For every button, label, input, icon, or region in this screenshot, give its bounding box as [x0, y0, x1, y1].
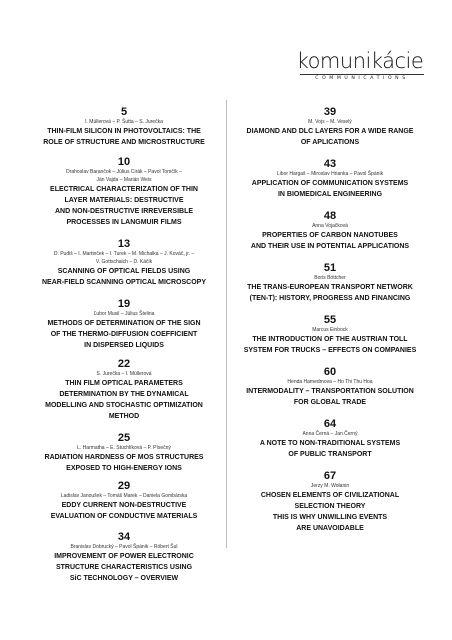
- article-title: EXPOSED TO HIGH-ENERGY IONS: [66, 465, 182, 472]
- toc-entry[interactable]: [24, 156, 224, 228]
- page-number: 19: [117, 298, 131, 310]
- journal-logo: [290, 50, 430, 81]
- authors: Libor Hargaš – Miroslav Hrianka – Pavol Špánik: [276, 171, 384, 177]
- article-title: DETERMINATION BY THE DYNAMICAL: [59, 391, 189, 398]
- page-number: 22: [117, 358, 131, 370]
- toc-entry[interactable]: [230, 210, 430, 252]
- journal-logo-word: komunikácie: [296, 49, 424, 73]
- article-title: RADIATION HARDNESS OF MOS STRUCTURES: [44, 454, 204, 461]
- page-number: 34: [117, 531, 131, 543]
- article-title: DIAMOND AND DLC LAYERS FOR A WIDE RANGE: [246, 128, 414, 135]
- page-number: 55: [323, 314, 337, 326]
- article-title: THIN-FILM SILICON IN PHOTOVOLTAICS: THE: [47, 128, 201, 135]
- toc-entry[interactable]: [24, 298, 224, 351]
- toc-entry[interactable]: [24, 480, 224, 522]
- article-title: ARE UNAVOIDABLE: [296, 525, 364, 532]
- article-title: CHOSEN ELEMENTS OF CIVILIZATIONAL: [260, 492, 400, 499]
- article-title: NEAR-FIELD SCANNING OPTICAL MICROSCOPY: [42, 279, 206, 286]
- authors: Anna Vojačková: [312, 223, 348, 229]
- article-title: ROLE OF STRUCTURE AND MICROSTRUCTURE: [43, 139, 205, 146]
- article-title: LAYER MATERIALS: DESTRUCTIVE: [64, 197, 184, 204]
- article-title: PROCESSES IN LANGMUIR FILMS: [66, 219, 182, 226]
- toc-entry[interactable]: [230, 470, 430, 534]
- column-divider: [226, 100, 227, 548]
- article-title: IN BIOMEDICAL ENGINEERING: [277, 191, 383, 198]
- toc-entry[interactable]: [230, 158, 430, 200]
- page-number: 48: [323, 210, 337, 222]
- toc-entry[interactable]: [230, 418, 430, 460]
- authors: I. Müllerová – P. Šutta – S. Jurečka: [85, 119, 163, 125]
- authors: Ján Vajda – Marián Weis: [96, 177, 152, 183]
- article-title: AND NON-DESTRUCTIVE IRREVERSIBLE: [54, 208, 194, 215]
- article-title: SELECTION THEORY: [294, 503, 366, 510]
- article-title: SCANNING OF OPTICAL FIELDS USING: [57, 268, 191, 275]
- toc-entry[interactable]: [230, 106, 430, 148]
- authors: Ľubor Musil – Július Štelina: [93, 311, 155, 317]
- toc-entry[interactable]: [24, 531, 224, 584]
- article-title: ELECTRICAL CHARACTERIZATION OF THIN: [50, 186, 198, 193]
- article-title: SiC TECHNOLOGY – OVERVIEW: [69, 575, 179, 582]
- authors: D. Pudiš – I. Martinček – I. Turek – M. Michalka – J. Kováč, jr. –: [53, 251, 195, 257]
- article-title: THE TRANS-EUROPEAN TRANSPORT NETWORK: [247, 284, 413, 291]
- toc-entry[interactable]: [230, 262, 430, 304]
- authors: Marcus Einbock: [312, 327, 348, 333]
- article-title: APPLICATION OF COMMUNICATION SYSTEMS: [251, 180, 409, 187]
- authors: L. Harmatha – E. Stuchlíková – P. Písečný: [77, 445, 171, 451]
- authors: V. Gottschalch – D. Káčik: [95, 259, 153, 265]
- article-title: AND THEIR USE IN POTENTIAL APPLICATIONS: [250, 243, 410, 250]
- article-title: MODELLING AND STOCHASTIC OPTIMIZATION: [45, 402, 203, 409]
- article-title: FOR GLOBAL TRADE: [293, 399, 367, 406]
- journal-logo-subtitle: COMMUNICATIONS: [300, 74, 424, 81]
- page-number: 29: [117, 480, 131, 492]
- article-title: OF THE THERMO-DIFFUSION COEFFICIENT: [50, 331, 198, 338]
- page-number: 5: [120, 106, 128, 118]
- article-title: PROPERTIES OF CARBON NANOTUBES: [262, 232, 398, 239]
- article-title: (TEN-T): HISTORY, PROGRESS AND FINANCING: [249, 295, 411, 302]
- toc-entry[interactable]: [24, 432, 224, 474]
- toc-entry[interactable]: [24, 358, 224, 422]
- page-number: 25: [117, 432, 131, 444]
- authors: S. Jurečka – I. Müllerová: [96, 371, 152, 377]
- page-number: 39: [323, 106, 337, 118]
- article-title: A NOTE TO NON-TRADITIONAL SYSTEMS: [259, 440, 401, 447]
- authors: Jerzy M. Wołanin: [310, 483, 350, 489]
- page-number: 51: [323, 262, 337, 274]
- toc-entry[interactable]: [24, 238, 224, 288]
- article-title: EDDY CURRENT NON-DESTRUCTIVE: [61, 502, 187, 509]
- article-title: THIN FILM OPTICAL PARAMETERS: [65, 380, 183, 387]
- authors: Anna Černá – Jan Černý: [302, 431, 358, 437]
- article-title: IMPROVEMENT OF POWER ELECTRONIC: [54, 553, 194, 560]
- page-number: 10: [117, 156, 131, 168]
- page-number: 13: [117, 238, 131, 250]
- page-number: 67: [323, 470, 337, 482]
- authors: Ladislav Janoušek – Tomáš Marek – Daniela Gombárska: [60, 493, 188, 499]
- authors: Boris Böttcher: [314, 275, 346, 281]
- article-title: EVALUATION OF CONDUCTIVE MATERIALS: [50, 513, 198, 520]
- article-title: THIS IS WHY UNWILLING EVENTS: [272, 514, 388, 521]
- article-title: INTERMODALITY – TRANSPORTATION SOLUTION: [246, 388, 414, 395]
- article-title: THE INTRODUCTION OF THE AUSTRIAN TOLL: [252, 336, 408, 343]
- page-number: 60: [323, 366, 337, 378]
- toc-entry[interactable]: [24, 106, 224, 148]
- authors: Drahoslav Barančok – Július Cirák – Pavol Tomčík –: [66, 169, 182, 175]
- page-number: 64: [323, 418, 337, 430]
- page-number: 43: [323, 158, 337, 170]
- article-title: STRUCTURE CHARACTERISTICS USING: [55, 564, 193, 571]
- authors: Branislav Dobrucký – Pavol Špánik – Róbert Šul: [70, 544, 178, 550]
- article-title: OF APLICATIONS: [300, 139, 360, 146]
- article-title: METHODS OF DETERMINATION OF THE SIGN: [47, 320, 201, 327]
- authors: M. Vojs – M. Veselý: [308, 119, 352, 125]
- article-title: SYSTEM FOR TRUCKS – EFFECTS ON COMPANIES: [243, 347, 417, 354]
- toc-entry[interactable]: [230, 366, 430, 408]
- toc-entry[interactable]: [230, 314, 430, 356]
- article-title: METHOD: [108, 413, 140, 420]
- article-title: OF PUBLIC TRANSPORT: [288, 451, 372, 458]
- article-title: IN DISPERSED LIQUIDS: [84, 342, 164, 349]
- authors: Henda Hamedmova – Ho Thi Thu Hoa: [287, 379, 373, 385]
